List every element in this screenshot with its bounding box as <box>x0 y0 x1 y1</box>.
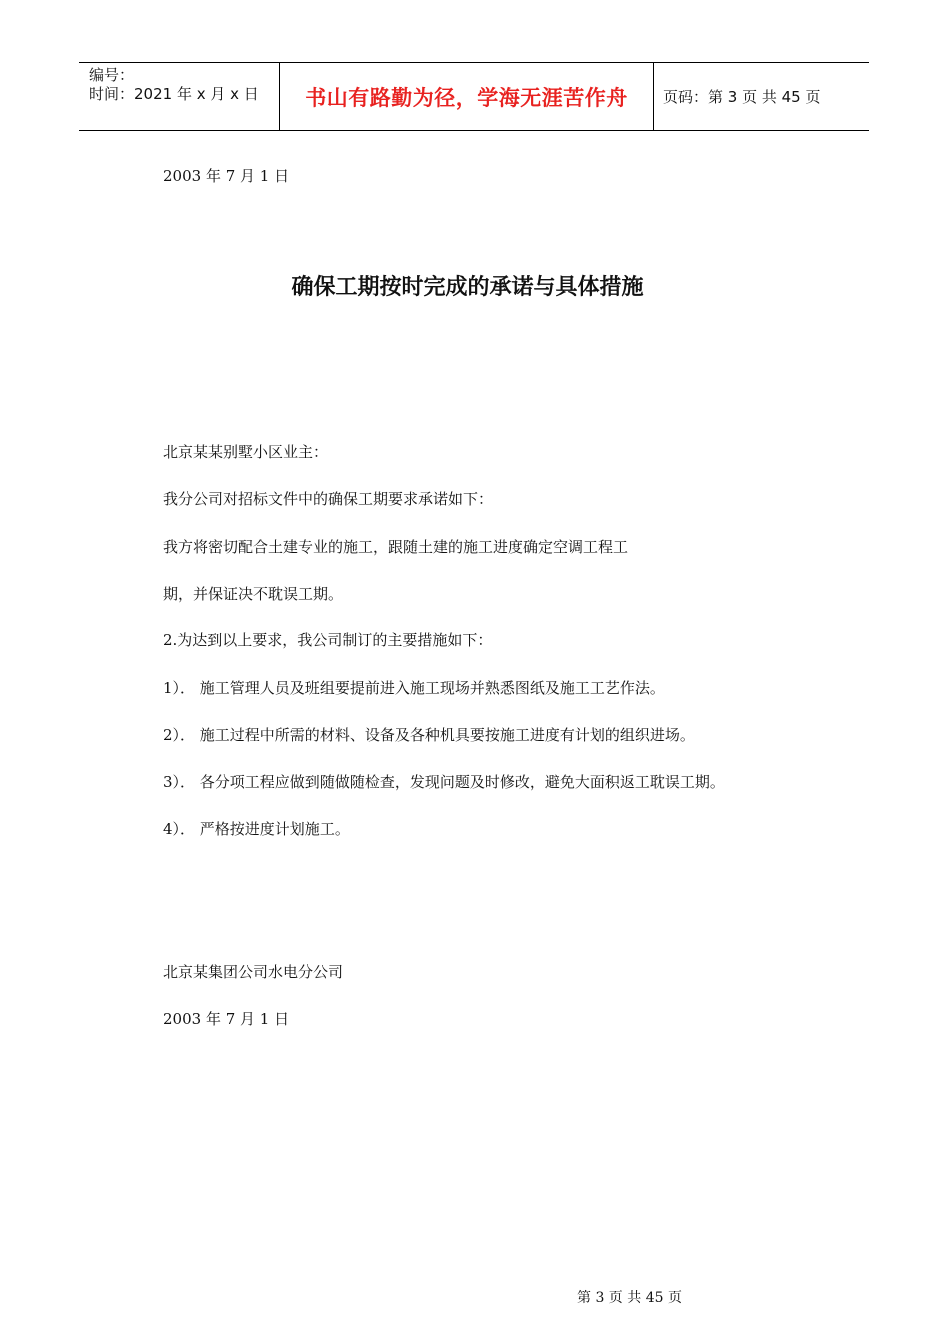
paragraph: 2.为达到以上要求，我公司制订的主要措施如下： <box>163 631 493 649</box>
serial-number-label: 编号： <box>89 66 135 84</box>
page-footer: 第 3 页 共 45 页 <box>577 1290 682 1306</box>
top-date: 2003 年 7 月 1 日 <box>163 167 290 185</box>
signature-date: 2003 年 7 月 1 日 <box>163 1010 290 1028</box>
list-item: 2）． 施工过程中所需的材料、设备及各种机具要按施工进度有计划的组织进场。 <box>163 726 695 744</box>
salutation: 北京某某别墅小区业主： <box>163 443 329 461</box>
document-title: 确保工期按时完成的承诺与具体措施 <box>291 275 644 300</box>
header-page-info: 页码：第 3 页 共 45 页 <box>663 88 821 106</box>
list-item: 4）． 严格按进度计划施工。 <box>163 820 350 838</box>
header-meta <box>89 66 279 104</box>
signature-company: 北京某集团公司水电分公司 <box>163 963 344 981</box>
header-divider <box>653 63 654 130</box>
header-motto: 书山有路勤为径，学海无涯苦作舟 <box>305 85 628 110</box>
list-item: 1）． 施工管理人员及班组要提前进入施工现场并熟悉图纸及施工工艺作法。 <box>163 679 665 697</box>
paragraph: 期，并保证决不耽误工期。 <box>163 585 344 603</box>
paragraph: 我方将密切配合土建专业的施工，跟随土建的施工进度确定空调工程工 <box>163 538 629 556</box>
list-item: 3）． 各分项工程应做到随做随检查，发现问题及时修改，避免大面积返工耽误工期。 <box>163 773 725 791</box>
page-header <box>79 62 869 131</box>
paragraph: 我分公司对招标文件中的确保工期要求承诺如下： <box>163 490 494 508</box>
time-label: 时间：2021 年 x 月 x 日 <box>89 85 259 103</box>
